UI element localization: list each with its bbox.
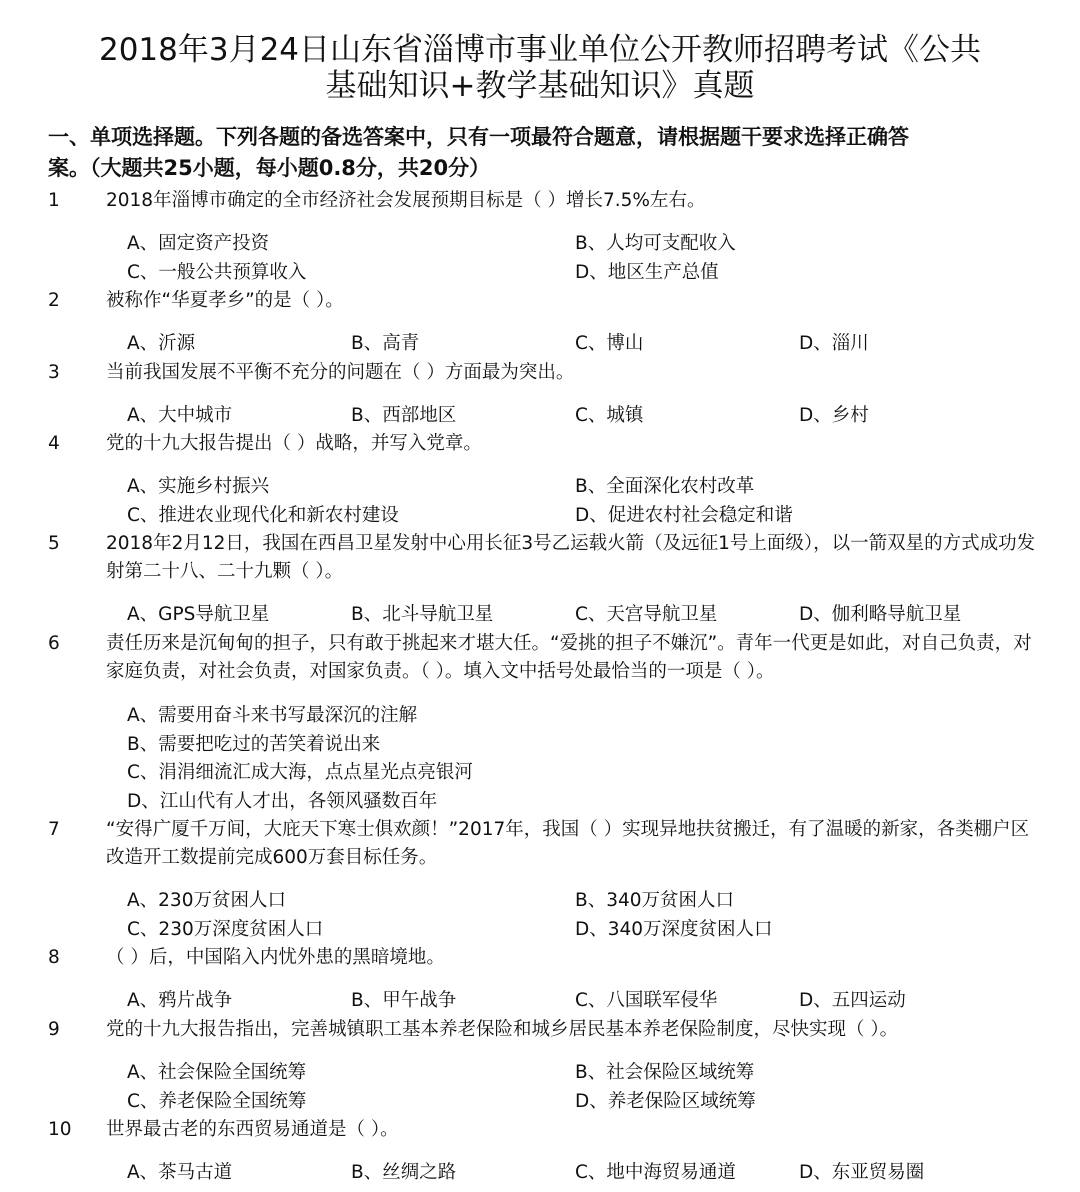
question-text: 被称作“华夏孝乡”的是（ ）。 (106, 290, 344, 311)
option-b: B、北斗导航卫星 (351, 604, 494, 625)
question-2 (48, 287, 1038, 315)
option-c: C、八国联军侵华 (575, 990, 718, 1011)
option-c: C、天宫导航卫星 (575, 604, 718, 625)
option-d: D、地区生产总值 (575, 261, 719, 283)
option-b: B、西部地区 (351, 405, 457, 426)
option-c: C、地中海贸易通道 (575, 1162, 736, 1183)
option-d: D、江山代有人才出，各领风骚数百年 (127, 790, 438, 812)
question-text: “安得广厦千万间，大庇天下寒士俱欢颜！”2017年，我国（ ）实现异地扶贫搬迁，有了温暖的新家，各类棚户区改造开工数提前完成600万套目标任务。 (106, 819, 1030, 868)
option-d: D、促进农村社会稳定和谐 (575, 504, 793, 526)
option-b: B、340万贫困人口 (575, 890, 735, 911)
option-b: B、需要把吃过的苦笑着说出来 (127, 733, 381, 755)
option-c: C、推进农业现代化和新农村建设 (127, 504, 399, 526)
question-number: 10 (48, 1119, 72, 1140)
option-d: D、养老保险区域统筹 (575, 1090, 756, 1112)
option-b: B、甲午战争 (351, 990, 457, 1011)
option-b: B、全面深化农村改革 (575, 476, 755, 497)
question-text: 当前我国发展不平衡不充分的问题在（ ）方面最为突出。 (106, 362, 575, 383)
question-8 (48, 944, 1038, 972)
option-b: B、丝绸之路 (351, 1162, 457, 1183)
option-d: D、淄川 (799, 333, 869, 354)
question-text: 责任历来是沉甸甸的担子，只有敢于挑起来才堪大任。“爱挑的担子不嫌沉”。青年一代更是如此，对自己负责，对家庭负责，对社会负责，对国家负责。（ ）。填入文中括号处最恰当的一项是（ ）。 (106, 633, 1032, 682)
section-heading-line-1: 一、单项选择题。下列各题的备选答案中，只有一项最符合题意，请根据题干要求选择正确答 (48, 125, 909, 149)
question-text: 2018年2月12日，我国在西昌卫星发射中心用长征3号乙运载火箭（及远征1号上面级），以一箭双星的方式成功发射第二十八、二十九颗（ ）。 (106, 533, 1036, 582)
option-a: A、固定资产投资 (127, 233, 270, 254)
section-heading (48, 122, 1038, 184)
option-d: D、乡村 (799, 405, 869, 426)
option-d: D、东亚贸易圈 (799, 1162, 925, 1183)
section-heading-line-2: 案。（大题共25小题，每小题0.8分，共20分） (48, 156, 491, 180)
option-d: D、五四运动 (799, 990, 906, 1011)
question-number: 6 (48, 633, 60, 654)
option-a: A、鸦片战争 (127, 990, 233, 1011)
title-line-1: 2018年3月24日山东省淄博市事业单位公开教师招聘考试《公共 (98, 32, 982, 68)
option-a: A、需要用奋斗来书写最深沉的注解 (127, 705, 418, 726)
question-10 (48, 1116, 1038, 1144)
option-a: A、大中城市 (127, 405, 233, 426)
question-number: 1 (48, 190, 60, 211)
question-number: 2 (48, 290, 60, 311)
question-1 (48, 187, 1038, 215)
option-a: A、茶马古道 (127, 1162, 233, 1183)
question-number: 4 (48, 433, 60, 454)
question-number: 3 (48, 362, 60, 383)
question-text: （ ）后，中国陷入内忧外患的黑暗境地。 (106, 947, 445, 968)
question-text: 世界最古老的东西贸易通道是（ ）。 (106, 1119, 399, 1140)
option-a: A、沂源 (127, 333, 196, 354)
question-3 (48, 359, 1038, 387)
option-d: D、340万深度贫困人口 (575, 918, 773, 940)
option-c: C、涓涓细流汇成大海，点点星光点亮银河 (127, 762, 473, 783)
question-text: 党的十九大报告提出（ ）战略，并写入党章。 (106, 433, 482, 454)
option-a: A、230万贫困人口 (127, 890, 286, 911)
document-title (0, 32, 1080, 104)
question-5 (48, 530, 1038, 586)
question-number: 8 (48, 947, 60, 968)
option-b: B、社会保险区域统筹 (575, 1062, 755, 1083)
option-c: C、养老保险全国统筹 (127, 1090, 307, 1112)
title-line-2: 基础知识+教学基础知识》真题 (325, 68, 755, 104)
option-b: B、人均可支配收入 (575, 233, 736, 254)
option-a: A、社会保险全国统筹 (127, 1062, 307, 1083)
question-text: 党的十九大报告指出，完善城镇职工基本养老保险和城乡居民基本养老保险制度，尽快实现（ ）。 (106, 1019, 899, 1040)
option-d: D、伽利略导航卫星 (799, 604, 962, 625)
question-9 (48, 1016, 1038, 1044)
question-6 (48, 630, 1038, 686)
question-number: 7 (48, 819, 60, 840)
question-number: 5 (48, 533, 60, 554)
option-a: A、实施乡村振兴 (127, 476, 270, 497)
question-number: 9 (48, 1019, 60, 1040)
option-c: C、230万深度贫困人口 (127, 918, 324, 940)
option-c: C、一般公共预算收入 (127, 261, 307, 283)
question-7 (48, 816, 1038, 872)
option-b: B、高青 (351, 333, 420, 354)
question-4 (48, 430, 1038, 458)
option-c: C、博山 (575, 333, 644, 354)
question-text: 2018年淄博市确定的全市经济社会发展预期目标是（ ）增长7.5%左右。 (106, 190, 706, 211)
option-c: C、城镇 (575, 405, 644, 426)
option-a: A、GPS导航卫星 (127, 604, 270, 625)
